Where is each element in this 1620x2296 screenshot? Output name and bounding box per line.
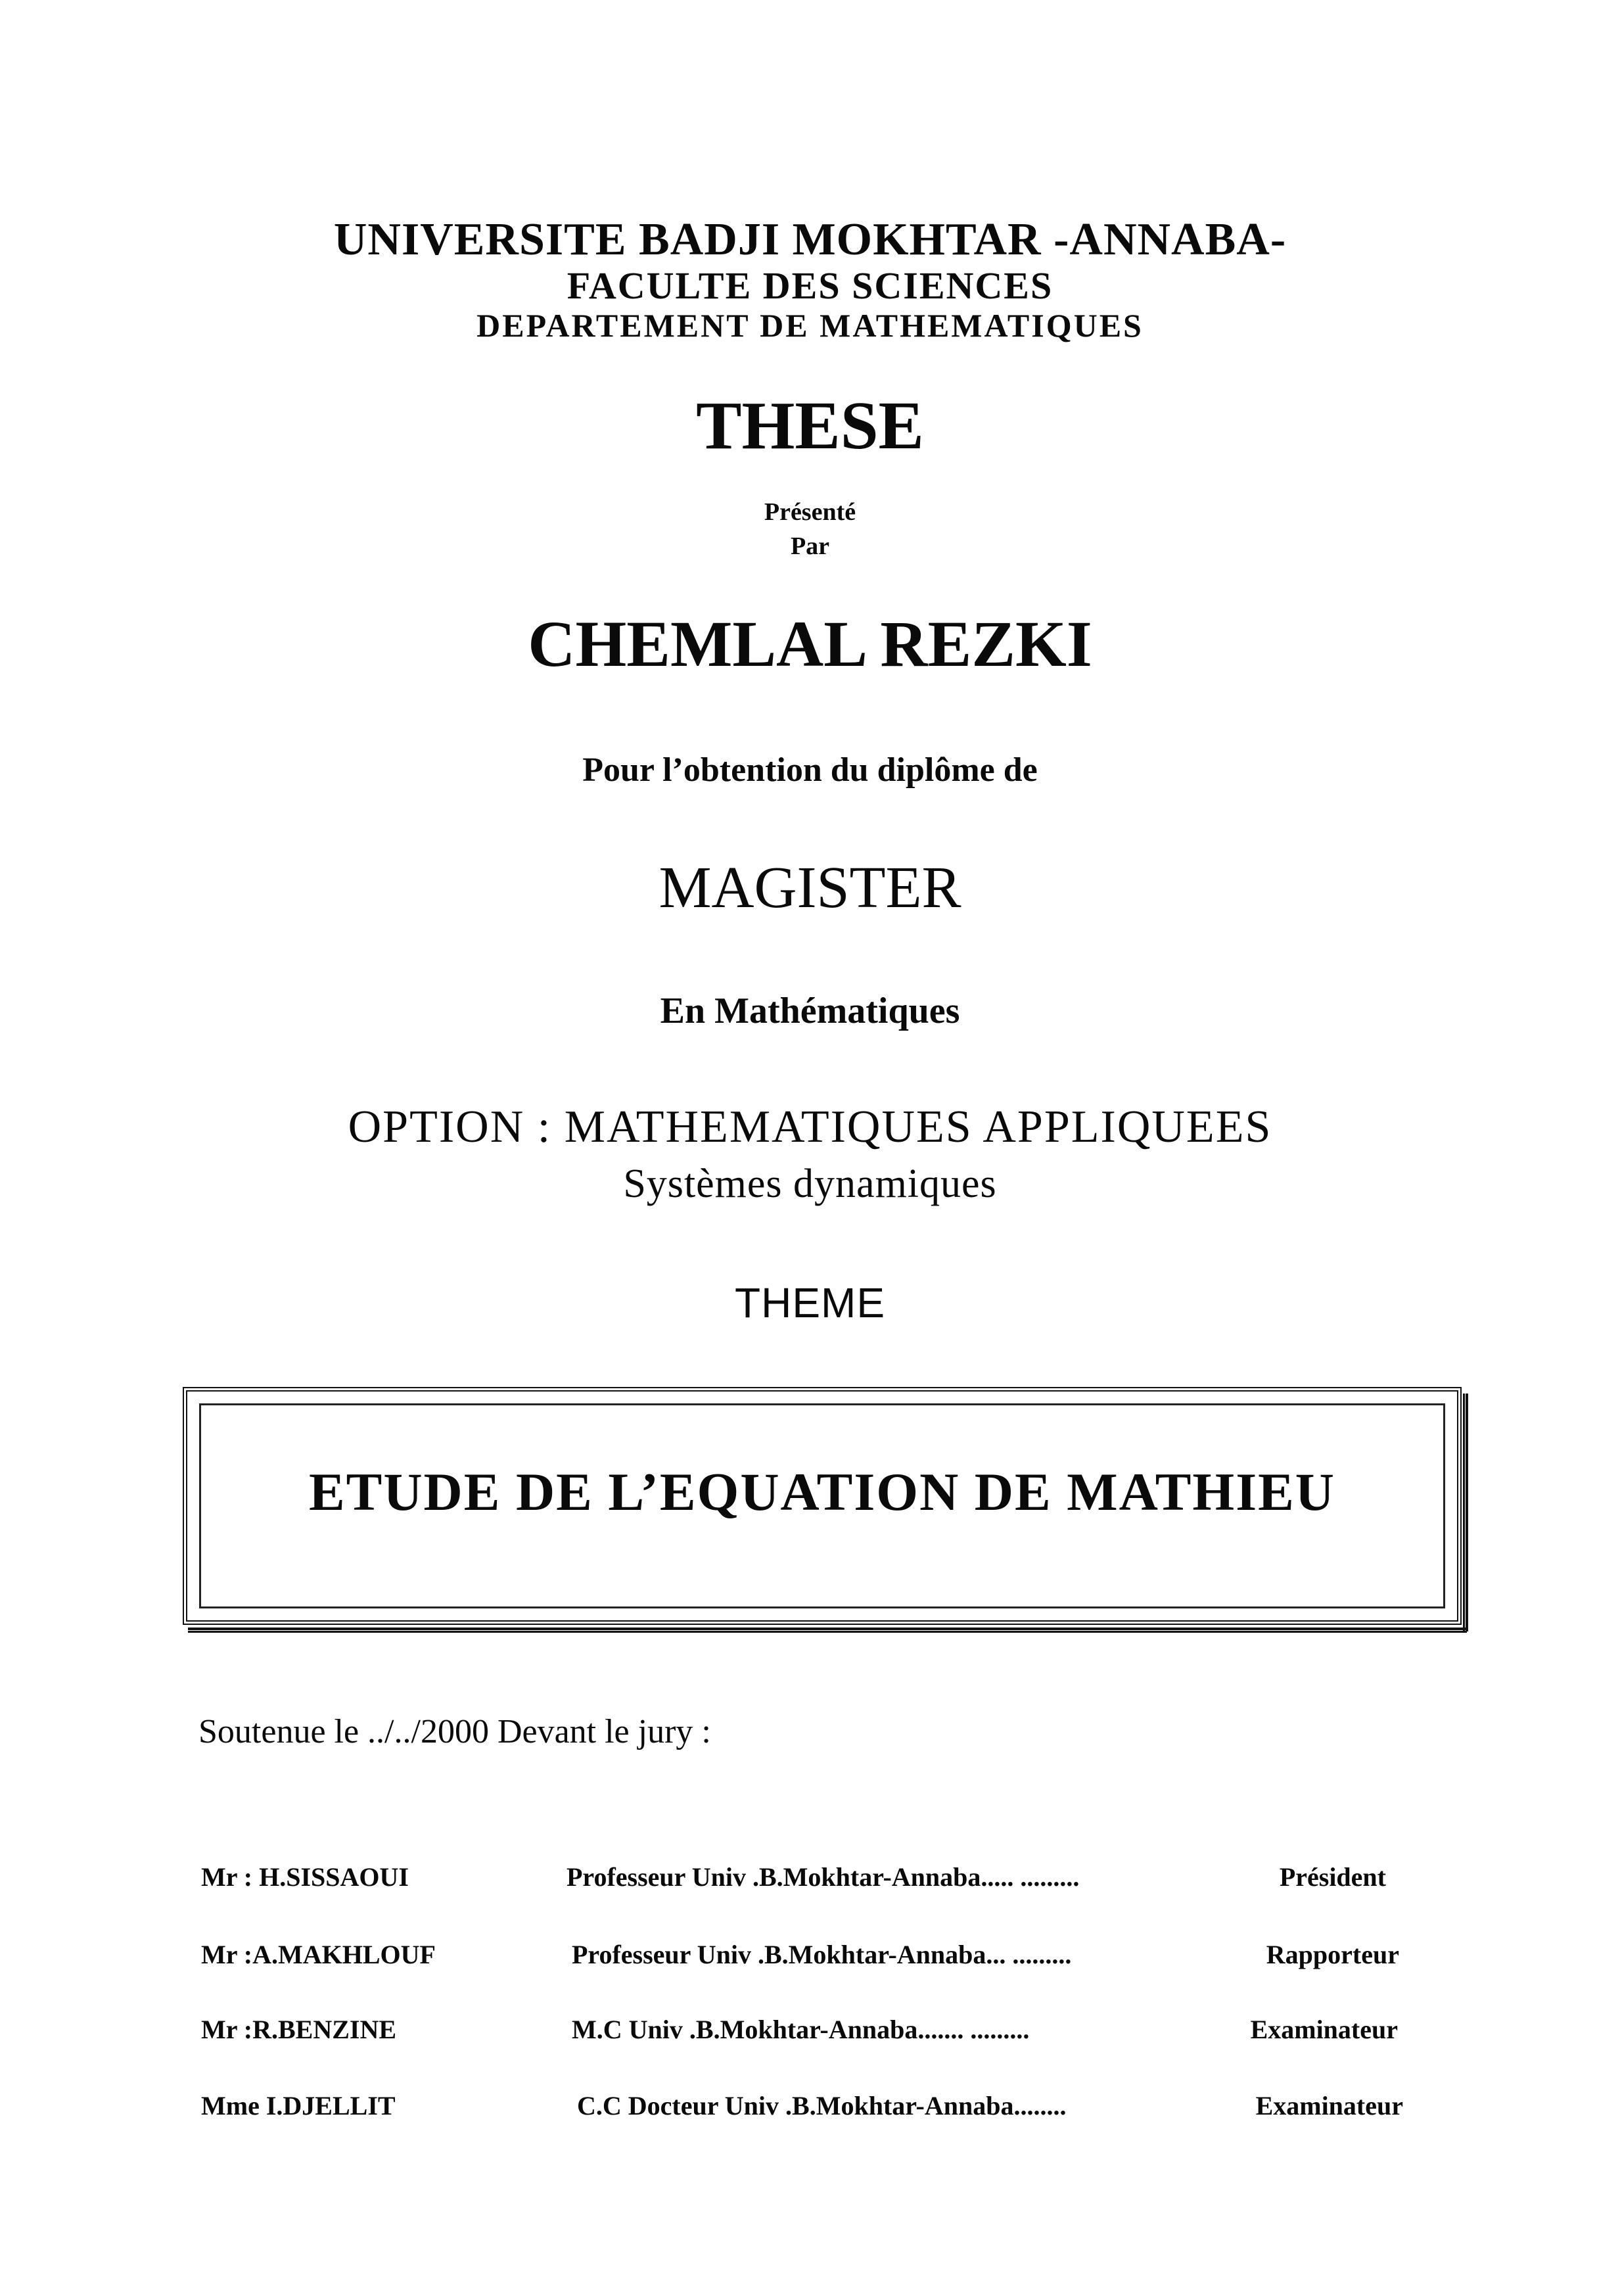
jury-row [0, 1862, 1620, 1901]
jury-row [0, 2014, 1620, 2053]
jury-member-role: Examinateur [1255, 2091, 1403, 2120]
jury-member-name: Mme I.DJELLIT [201, 2091, 396, 2120]
jury-row [0, 1939, 1620, 1979]
document-type: THESE [696, 388, 924, 463]
defense-line: Soutenue le ../../2000 Devant le jury : [198, 1713, 711, 1750]
jury-member-affiliation: M.C Univ .B.Mokhtar-Annaba....... ......... [572, 2015, 1030, 2044]
title-box-right-rule [1463, 1394, 1468, 1631]
obtention-line: Pour l’obtention du diplôme de [582, 751, 1038, 789]
jury-member-affiliation: Professeur Univ .B.Mokhtar-Annaba..... ......... [567, 1862, 1080, 1892]
by-label: Par [790, 532, 830, 560]
jury-member-affiliation: C.C Docteur Univ .B.Mokhtar-Annaba........ [577, 2091, 1067, 2120]
thesis-title-box [183, 1387, 1462, 1625]
thesis-title: ETUDE DE L’EQUATION DE MATHIEU [308, 1462, 1336, 1522]
jury-member-role: Rapporteur [1266, 1940, 1399, 1969]
title-box-bottom-rule [188, 1628, 1467, 1633]
option-line: OPTION : MATHEMATIQUES APPLIQUEES [348, 1102, 1272, 1152]
jury-member-role: Examinateur [1250, 2015, 1398, 2044]
field-line: En Mathématiques [660, 991, 960, 1031]
jury-member-name: Mr :A.MAKHLOUF [201, 1940, 436, 1969]
degree-name: MAGISTER [659, 855, 961, 920]
jury-member-name: Mr :R.BENZINE [201, 2015, 397, 2044]
presented-label: Présenté [764, 498, 856, 526]
theme-label: THEME [735, 1279, 885, 1326]
department-name: DEPARTEMENT DE MATHEMATIQUES [476, 307, 1144, 344]
jury-row [0, 2090, 1620, 2130]
jury-member-role: Président [1279, 1862, 1386, 1892]
university-name: UNIVERSITE BADJI MOKHTAR -ANNABA- [333, 214, 1287, 265]
author-name: CHEMLAL REZKI [528, 607, 1092, 680]
speciality-line: Systèmes dynamiques [623, 1161, 997, 1206]
jury-member-affiliation: Professeur Univ .B.Mokhtar-Annaba... ......... [572, 1940, 1072, 1969]
jury-member-name: Mr : H.SISSAOUI [201, 1862, 409, 1892]
faculty-name: FACULTE DES SCIENCES [567, 264, 1053, 307]
